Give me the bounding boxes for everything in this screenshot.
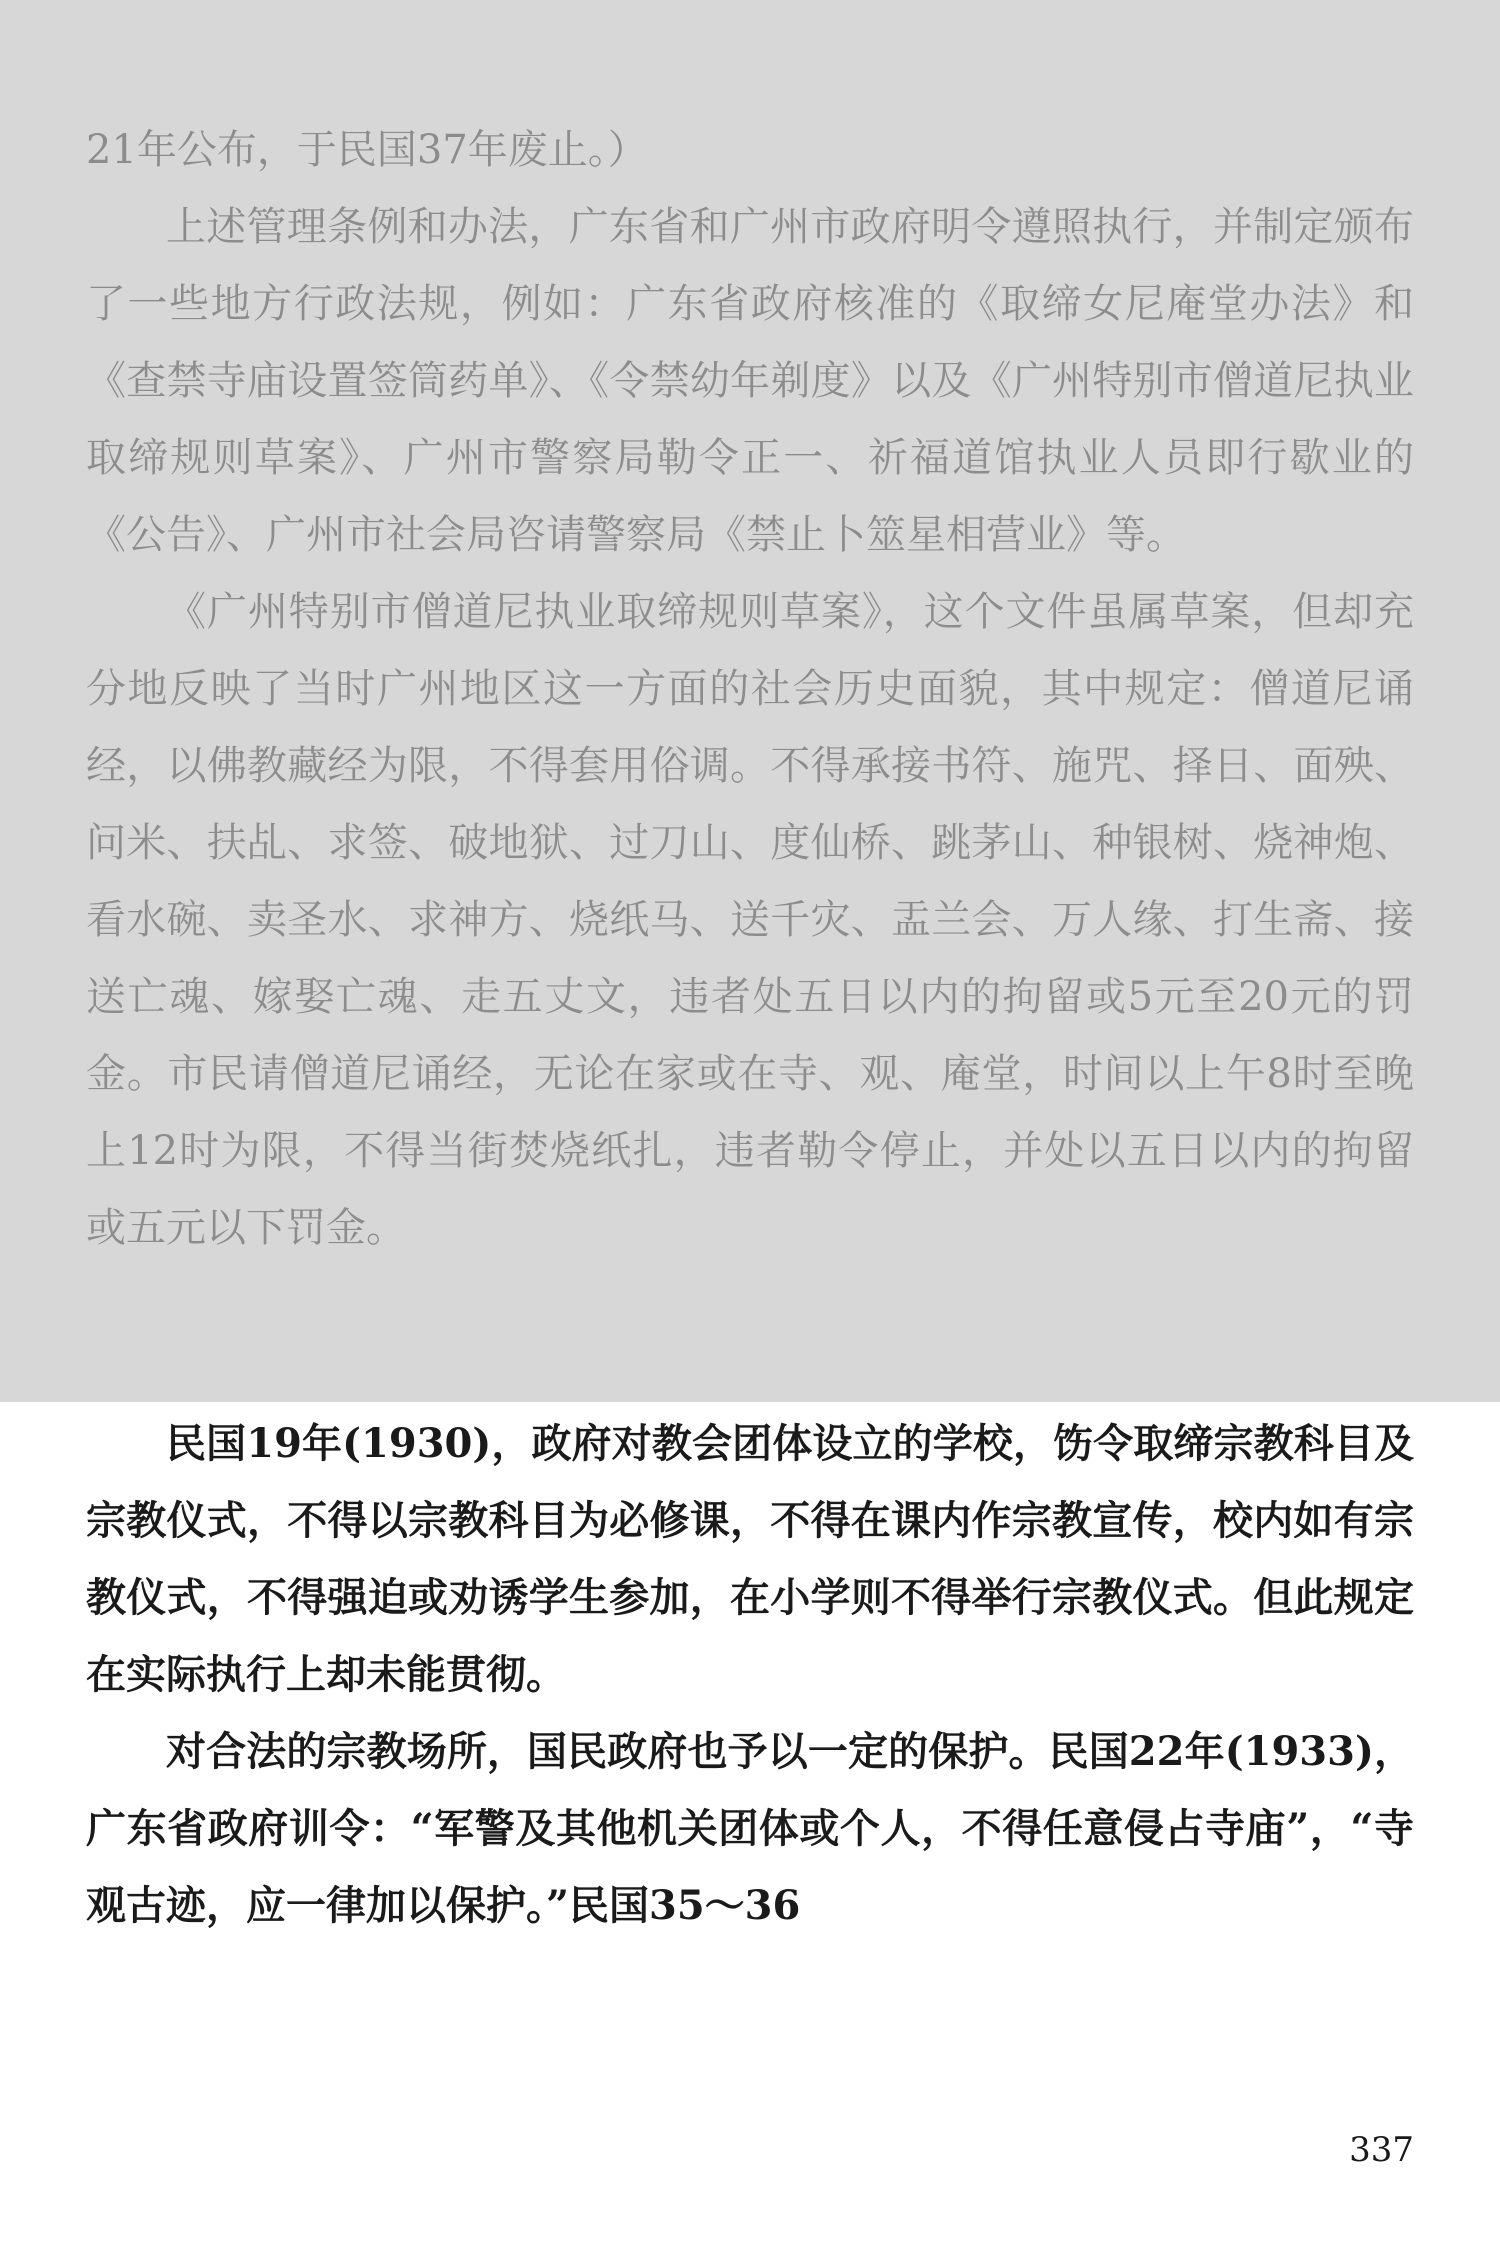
paragraph-school-religion: 民国19年(1930)，政府对教会团体设立的学校，饬令取缔宗教科目及宗教仪式，不得以宗教科目为必修课，不得在课内作宗教宣传，校内如有宗教仪式，不得强迫或劝诱学生参加，在小学则不得举行宗教仪式。但此规定在实际执行上却未能贯彻。 [86, 1420, 1414, 1698]
paragraph-draft-rules: 《广州特别市僧道尼执业取缔规则草案》，这个文件虽属草案，但却充分地反映了当时广州地区这一方面的社会历史面貌，其中规定：僧道尼诵经，以佛教藏经为限，不得套用俗调。不得承接书符、施咒、择日、面殃、问米、扶乩、求签、破地狱、过刀山、度仙桥、跳茅山、种银树、烧神炮、看水碗、卖圣水、求神方、烧纸马、送千灾、盂兰会、万人缘、打生斋、接送亡魂、嫁娶亡魂、走五丈文，违者处五日以内的拘留或5元至20元的罚金。市民请僧道尼诵经，无论在家或在寺、观、庵堂，时间以上午8时至晚上12时为限，不得当街焚烧纸扎，违者勒令停止，并处以五日以内的拘留或五元以下罚金。 [86, 589, 1414, 1251]
paragraph-protection: 对合法的宗教场所，国民政府也予以一定的保护。民国22年(1933)，广东省政府训令：“军警及其他机关团体或个人，不得任意侵占寺庙”，“寺观古迹，应一律加以保护。”民国35～36 [86, 1728, 1414, 1929]
page-number: 337 [1349, 2130, 1414, 2170]
faded-text-section [86, 112, 1414, 1267]
main-text-section [86, 1405, 1414, 1944]
paragraph-regulations: 上述管理条例和办法，广东省和广州市政府明令遵照执行，并制定颁布了一些地方行政法规，例如：广东省政府核准的《取缔女尼庵堂办法》和《查禁寺庙设置签筒药单》、《令禁幼年剃度》以及《广州特别市僧道尼执业取缔规则草案》、广州市警察局勒令正一、祈福道馆执业人员即行歇业的《公告》、广州市社会局咨请警察局《禁止卜筮星相营业》等。 [86, 204, 1414, 558]
paragraph-continuation: 21年公布，于民国37年废止。） [86, 127, 648, 173]
